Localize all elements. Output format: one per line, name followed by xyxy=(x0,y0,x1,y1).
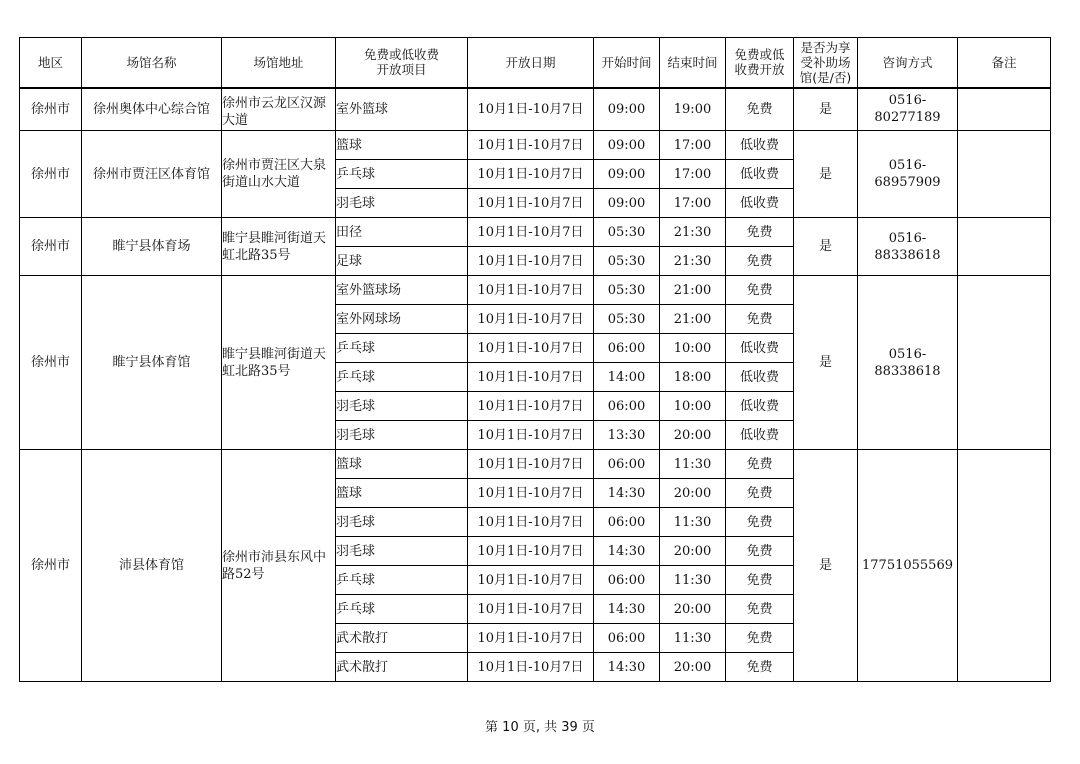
header-note: 备注 xyxy=(958,38,1051,88)
open-date-cell: 10月1日-10月7日 xyxy=(468,334,594,363)
contact-cell: 0516-80277189 xyxy=(858,88,958,131)
start-time-cell: 14:30 xyxy=(594,479,660,508)
end-time-cell: 17:00 xyxy=(660,160,726,189)
open-date-cell: 10月1日-10月7日 xyxy=(468,566,594,595)
header-region: 地区 xyxy=(20,38,82,88)
end-time-cell: 11:30 xyxy=(660,450,726,479)
open-date-cell: 10月1日-10月7日 xyxy=(468,450,594,479)
end-time-cell: 11:30 xyxy=(660,624,726,653)
header-end-time: 结束时间 xyxy=(660,38,726,88)
subsidy-cell: 是 xyxy=(794,88,858,131)
fee-type-cell: 免费 xyxy=(726,595,794,624)
header-fee-type: 免费或低 收费开放 xyxy=(726,38,794,88)
open-date-cell: 10月1日-10月7日 xyxy=(468,88,594,131)
header-open-items: 免费或低收费 开放项目 xyxy=(336,38,468,88)
open-item-cell: 室外篮球场 xyxy=(336,276,468,305)
contact-cell: 17751055569 xyxy=(858,450,958,682)
open-item-cell: 乒乓球 xyxy=(336,566,468,595)
end-time-cell: 11:30 xyxy=(660,508,726,537)
table-body xyxy=(20,88,1051,682)
contact-cell: 0516-88338618 xyxy=(858,276,958,450)
start-time-cell: 13:30 xyxy=(594,421,660,450)
venue-address-cell: 徐州市云龙区汉源大道 xyxy=(222,88,336,131)
fee-type-cell: 免费 xyxy=(726,218,794,247)
venue-table xyxy=(19,37,1051,682)
start-time-cell: 06:00 xyxy=(594,392,660,421)
start-time-cell: 05:30 xyxy=(594,276,660,305)
fee-type-cell: 低收费 xyxy=(726,131,794,160)
end-time-cell: 20:00 xyxy=(660,479,726,508)
region-cell: 徐州市 xyxy=(20,131,82,218)
open-item-cell: 室外篮球 xyxy=(336,88,468,131)
start-time-cell: 05:30 xyxy=(594,305,660,334)
header-row xyxy=(20,38,1051,88)
open-date-cell: 10月1日-10月7日 xyxy=(468,189,594,218)
open-date-cell: 10月1日-10月7日 xyxy=(468,131,594,160)
open-date-cell: 10月1日-10月7日 xyxy=(468,218,594,247)
venue-name-cell: 沛县体育馆 xyxy=(82,450,222,682)
subsidy-cell: 是 xyxy=(794,131,858,218)
open-date-cell: 10月1日-10月7日 xyxy=(468,595,594,624)
venue-name-cell: 徐州奥体中心综合馆 xyxy=(82,88,222,131)
venue-address-cell: 徐州市贾汪区大泉街道山水大道 xyxy=(222,131,336,218)
end-time-cell: 21:00 xyxy=(660,276,726,305)
venue-address-cell: 睢宁县睢河街道天虹北路35号 xyxy=(222,276,336,450)
end-time-cell: 19:00 xyxy=(660,88,726,131)
start-time-cell: 09:00 xyxy=(594,189,660,218)
header-venue-address: 场馆地址 xyxy=(222,38,336,88)
table-row xyxy=(20,131,1051,160)
open-date-cell: 10月1日-10月7日 xyxy=(468,363,594,392)
venue-name-cell: 睢宁县体育场 xyxy=(82,218,222,276)
start-time-cell: 14:30 xyxy=(594,653,660,682)
start-time-cell: 05:30 xyxy=(594,247,660,276)
fee-type-cell: 低收费 xyxy=(726,334,794,363)
start-time-cell: 14:00 xyxy=(594,363,660,392)
open-date-cell: 10月1日-10月7日 xyxy=(468,392,594,421)
start-time-cell: 06:00 xyxy=(594,450,660,479)
open-date-cell: 10月1日-10月7日 xyxy=(468,305,594,334)
end-time-cell: 21:30 xyxy=(660,218,726,247)
note-cell xyxy=(958,131,1051,218)
end-time-cell: 11:30 xyxy=(660,566,726,595)
note-cell xyxy=(958,88,1051,131)
page-footer: 第 10 页, 共 39 页 xyxy=(485,720,595,735)
open-date-cell: 10月1日-10月7日 xyxy=(468,247,594,276)
fee-type-cell: 免费 xyxy=(726,653,794,682)
open-item-cell: 乒乓球 xyxy=(336,334,468,363)
venue-name-cell: 徐州市贾汪区体育馆 xyxy=(82,131,222,218)
fee-type-cell: 低收费 xyxy=(726,189,794,218)
open-item-cell: 羽毛球 xyxy=(336,189,468,218)
region-cell: 徐州市 xyxy=(20,276,82,450)
end-time-cell: 20:00 xyxy=(660,595,726,624)
fee-type-cell: 免费 xyxy=(726,88,794,131)
open-date-cell: 10月1日-10月7日 xyxy=(468,508,594,537)
open-item-cell: 武术散打 xyxy=(336,653,468,682)
venue-address-cell: 徐州市沛县东风中路52号 xyxy=(222,450,336,682)
region-cell: 徐州市 xyxy=(20,450,82,682)
header-venue-name: 场馆名称 xyxy=(82,38,222,88)
note-cell xyxy=(958,276,1051,450)
subsidy-cell: 是 xyxy=(794,276,858,450)
open-item-cell: 羽毛球 xyxy=(336,421,468,450)
start-time-cell: 05:30 xyxy=(594,218,660,247)
open-item-cell: 羽毛球 xyxy=(336,508,468,537)
start-time-cell: 14:30 xyxy=(594,537,660,566)
end-time-cell: 10:00 xyxy=(660,392,726,421)
fee-type-cell: 低收费 xyxy=(726,160,794,189)
open-item-cell: 武术散打 xyxy=(336,624,468,653)
start-time-cell: 09:00 xyxy=(594,160,660,189)
open-item-cell: 篮球 xyxy=(336,479,468,508)
open-date-cell: 10月1日-10月7日 xyxy=(468,160,594,189)
start-time-cell: 06:00 xyxy=(594,624,660,653)
open-item-cell: 足球 xyxy=(336,247,468,276)
open-item-cell: 羽毛球 xyxy=(336,537,468,566)
fee-type-cell: 免费 xyxy=(726,624,794,653)
fee-type-cell: 免费 xyxy=(726,508,794,537)
venue-address-cell: 睢宁县睢河街道天虹北路35号 xyxy=(222,218,336,276)
start-time-cell: 09:00 xyxy=(594,131,660,160)
header-open-date: 开放日期 xyxy=(468,38,594,88)
fee-type-cell: 免费 xyxy=(726,537,794,566)
end-time-cell: 20:00 xyxy=(660,653,726,682)
open-item-cell: 羽毛球 xyxy=(336,392,468,421)
fee-type-cell: 免费 xyxy=(726,450,794,479)
end-time-cell: 17:00 xyxy=(660,189,726,218)
start-time-cell: 14:30 xyxy=(594,595,660,624)
contact-cell: 0516-68957909 xyxy=(858,131,958,218)
fee-type-cell: 免费 xyxy=(726,276,794,305)
start-time-cell: 06:00 xyxy=(594,334,660,363)
end-time-cell: 18:00 xyxy=(660,363,726,392)
open-item-cell: 篮球 xyxy=(336,131,468,160)
fee-type-cell: 低收费 xyxy=(726,421,794,450)
note-cell xyxy=(958,450,1051,682)
start-time-cell: 06:00 xyxy=(594,508,660,537)
fee-type-cell: 免费 xyxy=(726,305,794,334)
note-cell xyxy=(958,218,1051,276)
header-subsidy: 是否为享 受补助场 馆(是/否) xyxy=(794,38,858,88)
open-date-cell: 10月1日-10月7日 xyxy=(468,421,594,450)
fee-type-cell: 免费 xyxy=(726,566,794,595)
open-date-cell: 10月1日-10月7日 xyxy=(468,653,594,682)
contact-cell: 0516-88338618 xyxy=(858,218,958,276)
table-row xyxy=(20,88,1051,131)
header-contact: 咨询方式 xyxy=(858,38,958,88)
subsidy-cell: 是 xyxy=(794,450,858,682)
start-time-cell: 06:00 xyxy=(594,566,660,595)
subsidy-cell: 是 xyxy=(794,218,858,276)
header-start-time: 开始时间 xyxy=(594,38,660,88)
open-item-cell: 篮球 xyxy=(336,450,468,479)
end-time-cell: 20:00 xyxy=(660,421,726,450)
fee-type-cell: 免费 xyxy=(726,479,794,508)
open-date-cell: 10月1日-10月7日 xyxy=(468,624,594,653)
end-time-cell: 17:00 xyxy=(660,131,726,160)
open-item-cell: 室外网球场 xyxy=(336,305,468,334)
end-time-cell: 21:00 xyxy=(660,305,726,334)
end-time-cell: 10:00 xyxy=(660,334,726,363)
open-date-cell: 10月1日-10月7日 xyxy=(468,537,594,566)
fee-type-cell: 免费 xyxy=(726,247,794,276)
region-cell: 徐州市 xyxy=(20,88,82,131)
open-date-cell: 10月1日-10月7日 xyxy=(468,276,594,305)
end-time-cell: 21:30 xyxy=(660,247,726,276)
fee-type-cell: 低收费 xyxy=(726,392,794,421)
open-date-cell: 10月1日-10月7日 xyxy=(468,479,594,508)
fee-type-cell: 低收费 xyxy=(726,363,794,392)
region-cell: 徐州市 xyxy=(20,218,82,276)
venue-name-cell: 睢宁县体育馆 xyxy=(82,276,222,450)
table-row xyxy=(20,450,1051,479)
start-time-cell: 09:00 xyxy=(594,88,660,131)
table-row xyxy=(20,276,1051,305)
open-item-cell: 乒乓球 xyxy=(336,363,468,392)
open-item-cell: 田径 xyxy=(336,218,468,247)
end-time-cell: 20:00 xyxy=(660,537,726,566)
open-item-cell: 乒乓球 xyxy=(336,160,468,189)
table-row xyxy=(20,218,1051,247)
open-item-cell: 乒乓球 xyxy=(336,595,468,624)
